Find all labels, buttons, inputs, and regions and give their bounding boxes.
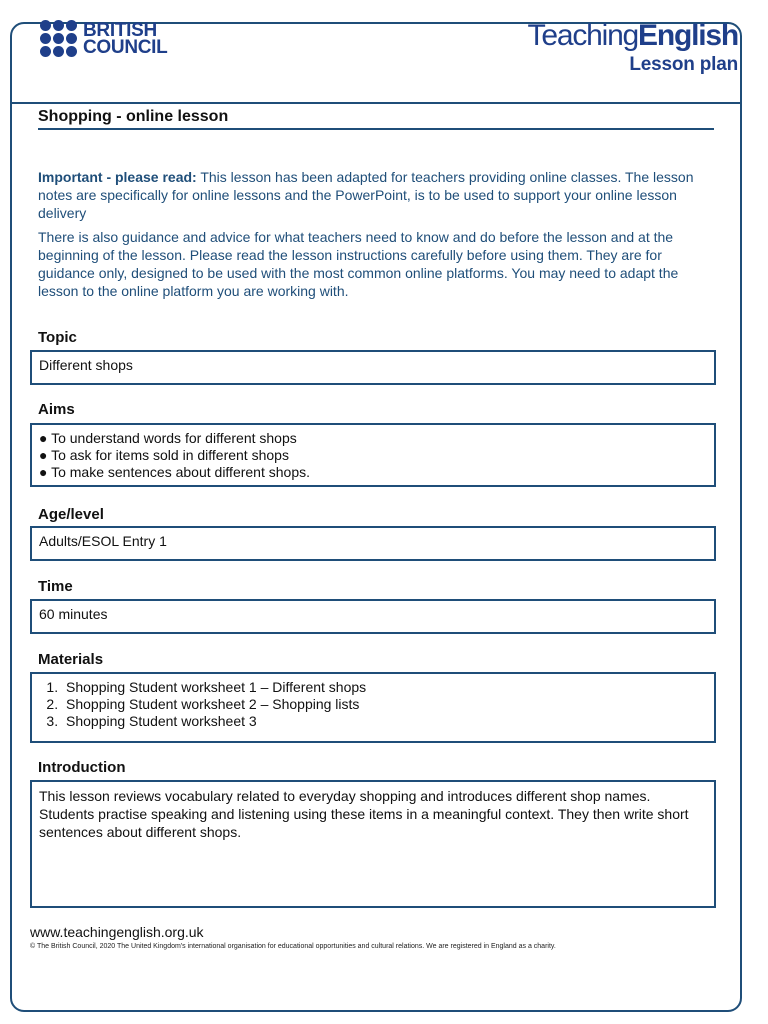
footer-copyright: © The British Council, 2020 The United Kingdom's international organisation for educational opportunities and cultural relations. We are registered in England as a charity. [30, 943, 556, 950]
page-title: Shopping - online lesson [38, 108, 714, 130]
introduction-box [30, 780, 716, 908]
materials-item: 1. Shopping Student worksheet 1 – Different shops [62, 679, 707, 696]
age-level-heading: Age/level [38, 506, 104, 523]
time-box [30, 599, 716, 634]
age-level-value: Adults/ESOL Entry 1 [39, 533, 167, 549]
aims-heading: Aims [38, 401, 75, 418]
teachingenglish-brand [528, 20, 738, 76]
note-text-2: There is also guidance and advice for what teachers need to know and do before the lesson and at the beginning of the lesson. Please read the lesson instructions carefully before using them. They are for guidance only, designed to be used with the most common online platforms. You may need to adapt the lesson to the online platform you are working with. [38, 229, 679, 299]
aims-item: ● To make sentences about different shops. [39, 464, 310, 480]
materials-list [39, 679, 707, 730]
lesson-plan-label: Lesson plan [629, 54, 738, 75]
introduction-text: This lesson reviews vocabulary related to everyday shopping and introduces different shop names. Students practise speaking and listening using these items in a meaningful context. They then write short sentences about different shops. [39, 788, 689, 840]
header-divider [12, 102, 740, 104]
brand-bold: English [638, 19, 738, 52]
time-value: 60 minutes [39, 606, 108, 622]
materials-box [30, 672, 716, 743]
note-label: Important - please read: [38, 169, 197, 185]
aims-list [39, 430, 707, 481]
logo-dots-icon [40, 20, 77, 57]
age-level-box [30, 526, 716, 561]
introduction-heading: Introduction [38, 759, 126, 776]
aims-item: ● To understand words for different shops [39, 430, 297, 446]
topic-heading: Topic [38, 329, 77, 346]
brand-light: Teaching [527, 19, 639, 52]
british-council-logo [40, 20, 167, 57]
logo-line-2: COUNCIL [83, 36, 168, 58]
topic-box [30, 350, 716, 385]
time-heading: Time [38, 578, 73, 595]
topic-value: Different shops [39, 357, 133, 373]
note-text-1: This lesson has been adapted for teachers providing online classes. The lesson notes are specifically for online lessons and the PowerPoint, is to be used to support your online lesson delivery [38, 169, 694, 221]
important-note [38, 168, 714, 306]
aims-item: ● To ask for items sold in different shops [39, 447, 289, 463]
footer-url: www.teachingenglish.org.uk [30, 924, 204, 940]
logo-line-1: BRITISH [83, 19, 157, 41]
materials-heading: Materials [38, 651, 104, 668]
aims-box [30, 423, 716, 487]
materials-item: 2. Shopping Student worksheet 2 – Shopping lists [62, 696, 707, 713]
materials-item: 3. Shopping Student worksheet 3 [62, 713, 707, 730]
